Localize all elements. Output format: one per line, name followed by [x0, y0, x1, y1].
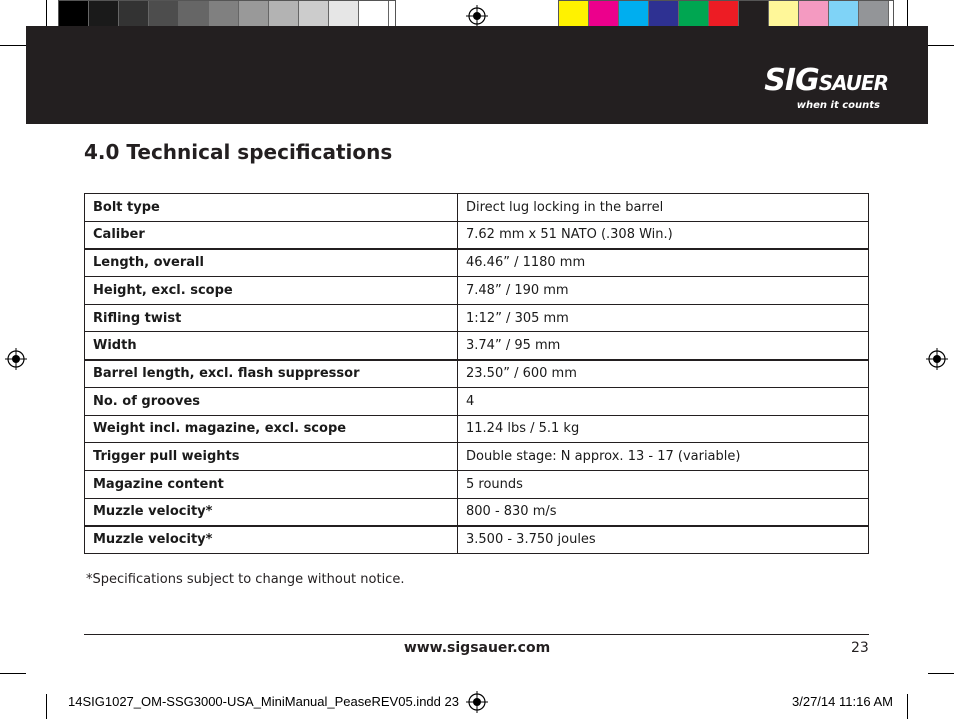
slug-file-info: 14SIG1027_OM-SSG3000-USA_MiniManual_PeaseREV05.indd 23	[68, 694, 459, 709]
table-row	[85, 498, 869, 526]
crop-mark	[0, 673, 26, 674]
table-row	[85, 332, 869, 360]
table-row	[85, 387, 869, 415]
spec-value: 7.48” / 190 mm	[458, 277, 869, 305]
page-number: 23	[851, 640, 869, 656]
spec-value: 3.74” / 95 mm	[458, 332, 869, 360]
spec-label: Barrel length, excl. flash suppressor	[85, 360, 458, 388]
registration-target-icon	[5, 348, 27, 370]
spec-label: Width	[85, 332, 458, 360]
footer-divider	[84, 634, 869, 635]
spec-value: 3.500 - 3.750 joules	[458, 526, 869, 554]
spec-label: Muzzle velocity*	[85, 526, 458, 554]
page-title: 4.0 Technical specifications	[84, 140, 393, 164]
registration-target-icon	[466, 691, 488, 713]
table-row	[85, 249, 869, 277]
crop-mark	[46, 694, 47, 719]
crop-mark	[907, 694, 908, 719]
sig-sauer-logo	[748, 63, 888, 126]
spec-label: Trigger pull weights	[85, 443, 458, 471]
table-row	[85, 415, 869, 443]
crop-mark	[46, 0, 47, 26]
spec-label: Weight incl. magazine, excl. scope	[85, 415, 458, 443]
specifications-table	[84, 193, 869, 554]
spec-value: 23.50” / 600 mm	[458, 360, 869, 388]
spec-label: Bolt type	[85, 194, 458, 222]
table-row	[85, 470, 869, 498]
registration-target-icon	[926, 348, 948, 370]
spec-value: 7.62 mm x 51 NATO (.308 Win.)	[458, 221, 869, 249]
table-row	[85, 277, 869, 305]
logo-tagline: when it counts	[796, 100, 880, 111]
slug-date-info: 3/27/14 11:16 AM	[792, 694, 893, 709]
spec-value: 4	[458, 387, 869, 415]
table-row	[85, 360, 869, 388]
spec-label: Muzzle velocity*	[85, 498, 458, 526]
spec-value: 5 rounds	[458, 470, 869, 498]
table-row	[85, 194, 869, 222]
footnote: *Specifications subject to change without notice.	[86, 572, 405, 587]
spec-label: Rifling twist	[85, 304, 458, 332]
spec-value: 11.24 lbs / 5.1 kg	[458, 415, 869, 443]
table-row	[85, 221, 869, 249]
spec-value: Direct lug locking in the barrel	[458, 194, 869, 222]
table-row	[85, 304, 869, 332]
crop-mark	[928, 673, 954, 674]
crop-mark	[907, 0, 908, 26]
spec-value: 800 - 830 m/s	[458, 498, 869, 526]
table-row	[85, 526, 869, 554]
spec-value: 46.46” / 1180 mm	[458, 249, 869, 277]
logo-sub: SAUER	[818, 71, 888, 95]
crop-mark	[928, 45, 954, 46]
website-url: www.sigsauer.com	[403, 640, 551, 656]
spec-label: Caliber	[85, 221, 458, 249]
header-band	[26, 26, 928, 124]
spec-value: 1:12” / 305 mm	[458, 304, 869, 332]
spec-value: Double stage: N approx. 13 - 17 (variable)	[458, 443, 869, 471]
crop-mark	[0, 45, 26, 46]
logo-wordmark	[764, 63, 888, 98]
spec-label: Magazine content	[85, 470, 458, 498]
logo-main: SIG	[764, 63, 819, 98]
spec-label: No. of grooves	[85, 387, 458, 415]
spec-label: Height, excl. scope	[85, 277, 458, 305]
spec-label: Length, overall	[85, 249, 458, 277]
registration-target-icon	[466, 5, 488, 27]
table-row	[85, 443, 869, 471]
